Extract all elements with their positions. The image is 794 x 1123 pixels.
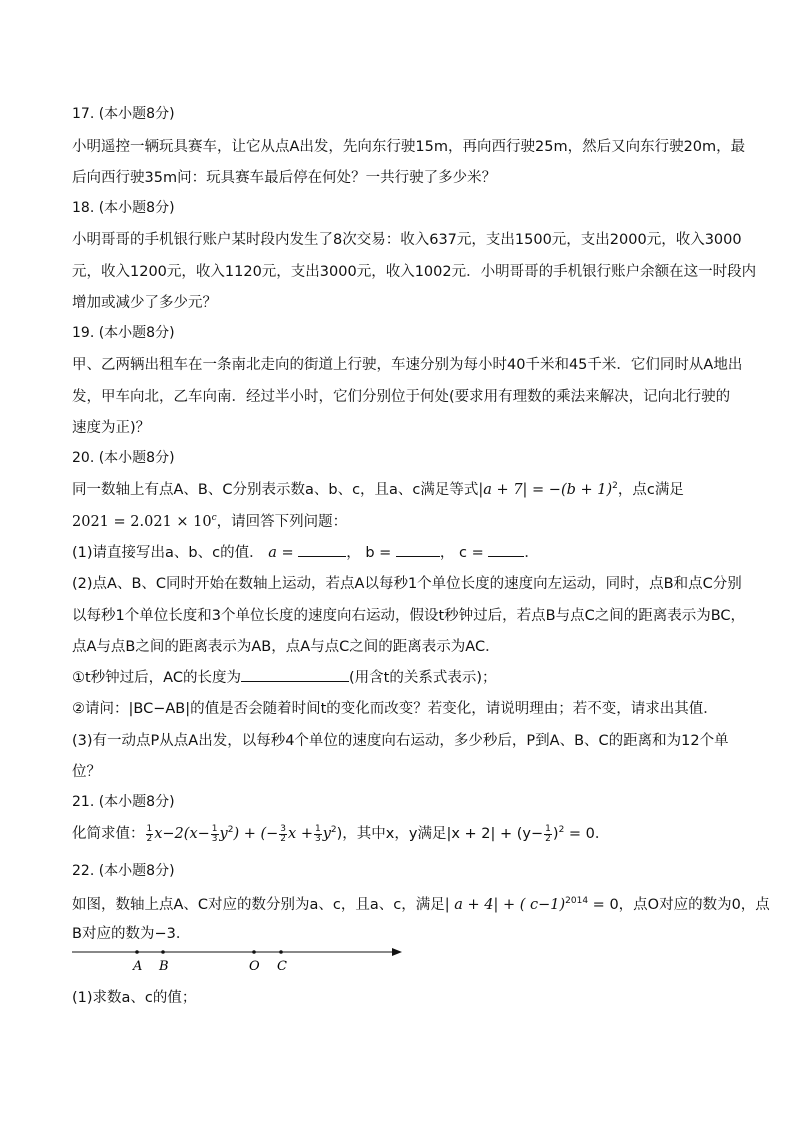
point-a-dot: [135, 950, 139, 954]
q20-text-line2: [72, 510, 347, 531]
q21-y1: y: [219, 826, 228, 842]
point-a-label: A: [133, 959, 143, 974]
q21-term3: x +: [288, 826, 313, 842]
q22-line1-tail: = 0，点O对应的数为0，点: [588, 897, 770, 913]
q20-part3-line1: (3)有一动点P从点A出发，以每秒4个单位的速度向右运动，多少秒后，P到A、B、C的距离和为12个单: [72, 733, 729, 749]
q20-equation: |a + 7| = −(b + 1): [478, 482, 613, 498]
q21-exp2: 2: [330, 825, 337, 836]
q21-y2: y: [322, 826, 331, 842]
q17-header: 17. (本小题8分): [72, 106, 175, 122]
q22-equation-exp: 2014: [565, 896, 589, 907]
q21-exp1: 2: [227, 825, 234, 836]
q22-header: 22. (本小题8分): [72, 863, 175, 879]
q20-sub1: [72, 666, 496, 687]
q20-part1-end: ．: [524, 545, 539, 561]
point-b-label: B: [159, 959, 169, 974]
q20-line1-text: 同一数轴上有点A、B、C分别表示数a、b、c，且a、c满足等式: [72, 482, 479, 498]
point-c-dot: [279, 950, 283, 954]
number-line-figure: [72, 944, 402, 974]
q22-text-line1: [72, 893, 770, 914]
q20-part1: [72, 541, 539, 562]
point-o-label: O: [249, 959, 260, 974]
fraction-three-halves: $\frac{3}{2}$: [280, 823, 287, 844]
q19-header: 19. (本小题8分): [72, 325, 175, 341]
q20-part1-text: (1)请直接写出a、b、c的值．: [72, 545, 264, 561]
q21-term1: x−2(x−: [154, 826, 210, 842]
q21-term2: ) + (−: [233, 826, 279, 842]
q22-line1-text: 如图，数轴上点A、C对应的数分别为a、c，且a、c，满足: [72, 897, 445, 913]
q20-part1-c: ， c =: [439, 545, 484, 561]
q20-equation-exp: 2: [612, 481, 618, 492]
q22-text-line2: B对应的数为−3．: [72, 926, 191, 942]
q21-tail: = 0．: [564, 826, 610, 842]
q19-text-line3: 速度为正)？: [72, 420, 151, 436]
q20-line2-tail: ，请回答下列问题：: [216, 514, 348, 530]
q21-expression: [72, 822, 609, 844]
answer-blank-a[interactable]: [298, 544, 346, 557]
q20-part2-line3: 点A与点B之间的距离表示为AB，点A与点C之间的距离表示为AC．: [72, 639, 500, 655]
q20-part1-a: a =: [268, 545, 294, 561]
q17-text-line2: 后向西行驶35m问：玩具赛车最后停在何处？一共行驶了多少米？: [72, 170, 497, 186]
q19-text-line2: 发，甲车向北，乙车向南．经过半小时，它们分别位于何处(要求用有理数的乘法来解决，记向北行驶的: [72, 389, 731, 405]
q21-paren: ): [552, 826, 559, 842]
q21-lead: 化简求值：: [72, 826, 145, 842]
fraction-third: $\frac{1}{3}$: [211, 823, 218, 844]
q18-text-line2: 元，收入1200元，收入1120元，支出3000元，收入1002元．小明哥哥的手机银行账户余额在这一时段内: [72, 264, 757, 280]
answer-blank-b[interactable]: [396, 544, 440, 557]
q20-sub1-text: ①t秒钟过后，AC的长度为: [72, 670, 241, 686]
arrow-right-icon: [392, 948, 402, 956]
answer-blank-ac[interactable]: [241, 669, 349, 682]
q20-part1-b: ， b =: [346, 545, 392, 561]
q20-line1-tail: ，点c满足: [617, 482, 684, 498]
q20-power-exp: c: [211, 513, 217, 524]
point-c-label: C: [277, 959, 287, 974]
q21-condition: )，其中x，y满足|x + 2| + (y−: [336, 826, 544, 842]
q21-header: 21. (本小题8分): [72, 794, 175, 810]
point-b-dot: [161, 950, 165, 954]
q17-text-line1: 小明遥控一辆玩具赛车，让它从点A出发，先向东行驶15m，再向西行驶25m，然后又向东行驶20m，最: [72, 139, 746, 155]
answer-blank-c[interactable]: [488, 544, 524, 557]
q18-text-line3: 增加或减少了多少元？: [72, 295, 217, 311]
q20-sub2: ②请问：|BC−AB|的值是否会随着时间t的变化而改变？若变化，请说明理由；若不变，请求出其值．: [72, 701, 718, 717]
fraction-third-2: $\frac{1}{3}$: [314, 823, 321, 844]
q20-part2-line1: (2)点A、B、C同时开始在数轴上运动，若点A以每秒1个单位长度的速度向左运动，同时，点B和点C分别: [72, 576, 742, 592]
fraction-half: $\frac{1}{2}$: [146, 823, 153, 844]
q19-text-line1: 甲、乙两辆出租车在一条南北走向的街道上行驶，车速分别为每小时40千米和45千米．它们同时从A地出: [72, 357, 743, 373]
q20-part3-line2: 位？: [72, 764, 101, 780]
q20-header: 20. (本小题8分): [72, 450, 175, 466]
point-o-dot: [252, 950, 256, 954]
q22-part1: (1)求数a、c的值；: [72, 990, 197, 1006]
q20-text-line1: [72, 478, 684, 499]
q21-exp3: 2: [558, 825, 565, 836]
q18-header: 18. (本小题8分): [72, 200, 175, 216]
q22-equation: | a + 4| + ( c−1): [444, 897, 566, 913]
q20-part2-line2: 以每秒1个单位长度和3个单位长度的速度向右运动，假设t秒钟过后，若点B与点C之间的距离表示为BC，: [72, 608, 746, 624]
fraction-half-2: $\frac{1}{2}$: [545, 823, 551, 844]
q18-text-line1: 小明哥哥的手机银行账户某时段内发生了8次交易：收入637元，支出1500元，支出2000元，收入3000: [72, 232, 742, 248]
q20-power-eq: 2021 = 2.021 × 10: [72, 514, 212, 530]
q20-sub1-tail: (用含t的关系式表示)；: [348, 670, 497, 686]
